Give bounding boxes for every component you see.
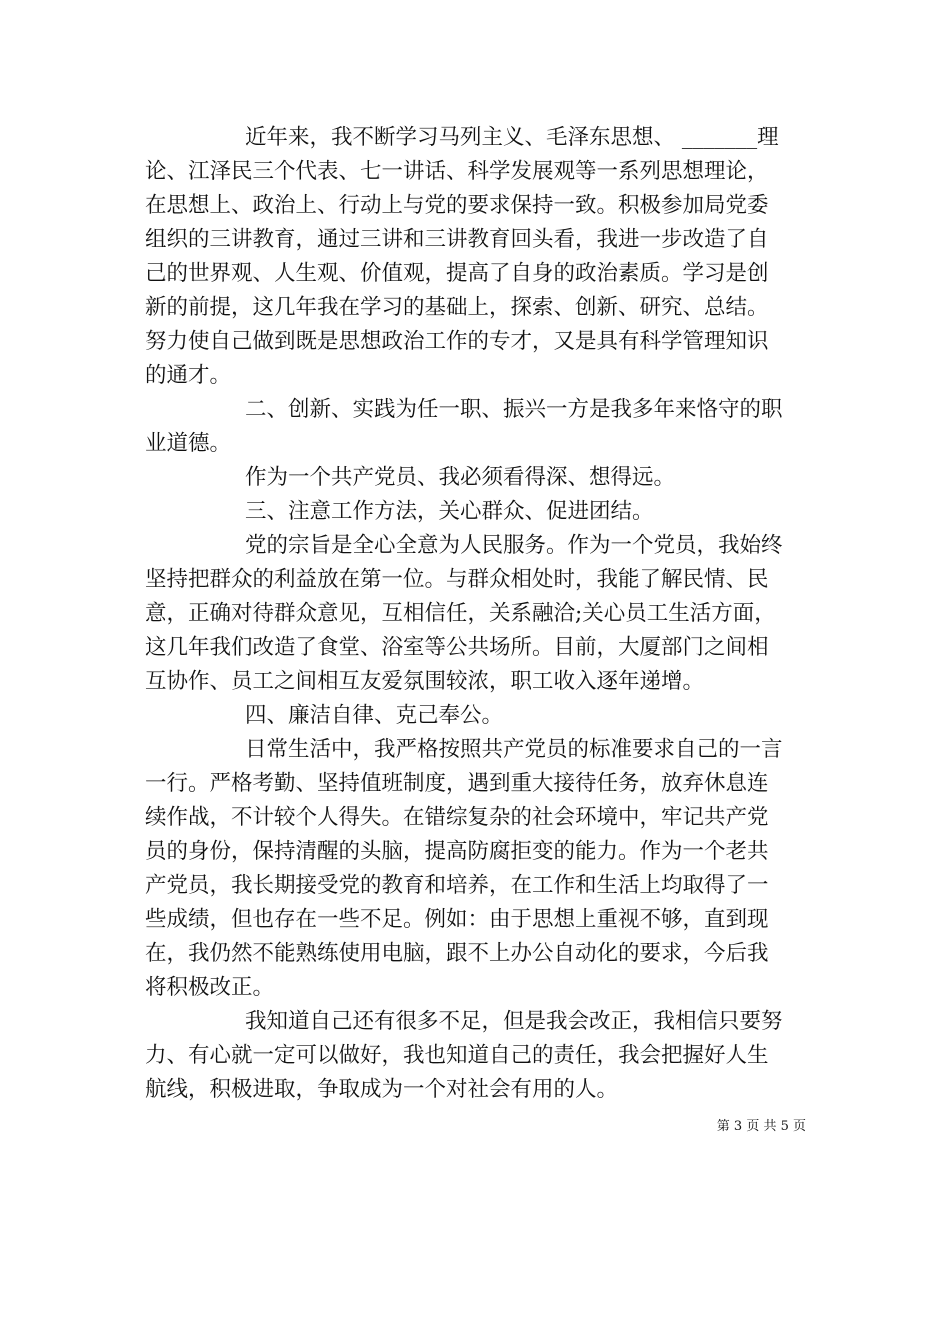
text-line: 在思想上、政治上、行动上与党的要求保持一致。积极参加局党委: [145, 193, 769, 218]
text-line: 航线，积极进取，争取成为一个对社会有用的人。: [145, 1077, 619, 1102]
text-line: 意，正确对待群众意见，互相信任，关系融洽;关心员工生活方面，: [145, 601, 776, 626]
text-line: 互协作、员工之间相互友爱氛围较浓，职工收入逐年递增。: [145, 669, 705, 694]
text-line: 力、有心就一定可以做好，我也知道自己的责任，我会把握好人生: [145, 1043, 769, 1068]
text-line: 日常生活中，我严格按照共产党员的标准要求自己的一言: [245, 737, 783, 762]
text-line: 坚持把群众的利益放在第一位。与群众相处时，我能了解民情、民: [145, 567, 769, 592]
paragraph: [145, 1005, 807, 1107]
paragraph: [145, 461, 807, 495]
text-line: 员的身份，保持清醒的头脑，提高防腐拒变的能力。作为一个老共: [145, 839, 769, 864]
text-line: 一行。严格考勤、坚持值班制度，遇到重大接待任务，放弃休息连: [145, 771, 769, 796]
text-line: 作为一个共产党员、我必须看得深、想得远。: [245, 465, 676, 490]
text-line: 我知道自己还有很多不足，但是我会改正，我相信只要努: [245, 1009, 783, 1034]
text-line: 新的前提，这几年我在学习的基础上，探索、创新、研究、总结。: [145, 295, 769, 320]
text-line: 组织的三讲教育，通过三讲和三讲教育回头看，我进一步改造了自: [145, 227, 769, 252]
text-line: 近年来，我不断学习马列主义、毛泽东思想、 _______理: [245, 125, 779, 150]
paragraph: [145, 495, 807, 529]
text-line: 业道德。: [145, 431, 232, 456]
text-line: 在，我仍然不能熟练使用电脑，跟不上办公自动化的要求，今后我: [145, 941, 769, 966]
text-line: 三、注意工作方法，关心群众、促进团结。: [245, 499, 654, 524]
text-line: 的通才。: [145, 363, 232, 388]
paragraph: [145, 121, 807, 393]
text-line: 四、廉洁自律、克己奉公。: [245, 703, 504, 728]
text-line: 努力使自己做到既是思想政治工作的专才，又是具有科学管理知识: [145, 329, 769, 354]
paragraph: [145, 699, 807, 733]
paragraph: [145, 393, 807, 461]
text-line: 二、创新、实践为任一职、振兴一方是我多年来恪守的职: [245, 397, 783, 422]
paragraph: [145, 733, 807, 1005]
text-line: 产党员，我长期接受党的教育和培养，在工作和生活上均取得了一: [145, 873, 769, 898]
text-line: 续作战，不计较个人得失。在错综复杂的社会环境中，牢记共产党: [145, 805, 769, 830]
text-line: 些成绩，但也存在一些不足。例如：由于思想上重视不够，直到现: [145, 907, 769, 932]
document-body: [145, 121, 807, 1107]
paragraph: [145, 529, 807, 699]
text-line: 论、江泽民三个代表、七一讲话、科学发展观等一系列思想理论，: [145, 159, 769, 184]
text-line: 这几年我们改造了食堂、浴室等公共场所。目前，大厦部门之间相: [145, 635, 769, 660]
text-line: 己的世界观、人生观、价值观，提高了自身的政治素质。学习是创: [145, 261, 769, 286]
page-number: 第 3 页 共 5 页: [716, 1119, 806, 1134]
text-line: 党的宗旨是全心全意为人民服务。作为一个党员，我始终: [245, 533, 783, 558]
text-line: 将积极改正。: [145, 975, 275, 1000]
